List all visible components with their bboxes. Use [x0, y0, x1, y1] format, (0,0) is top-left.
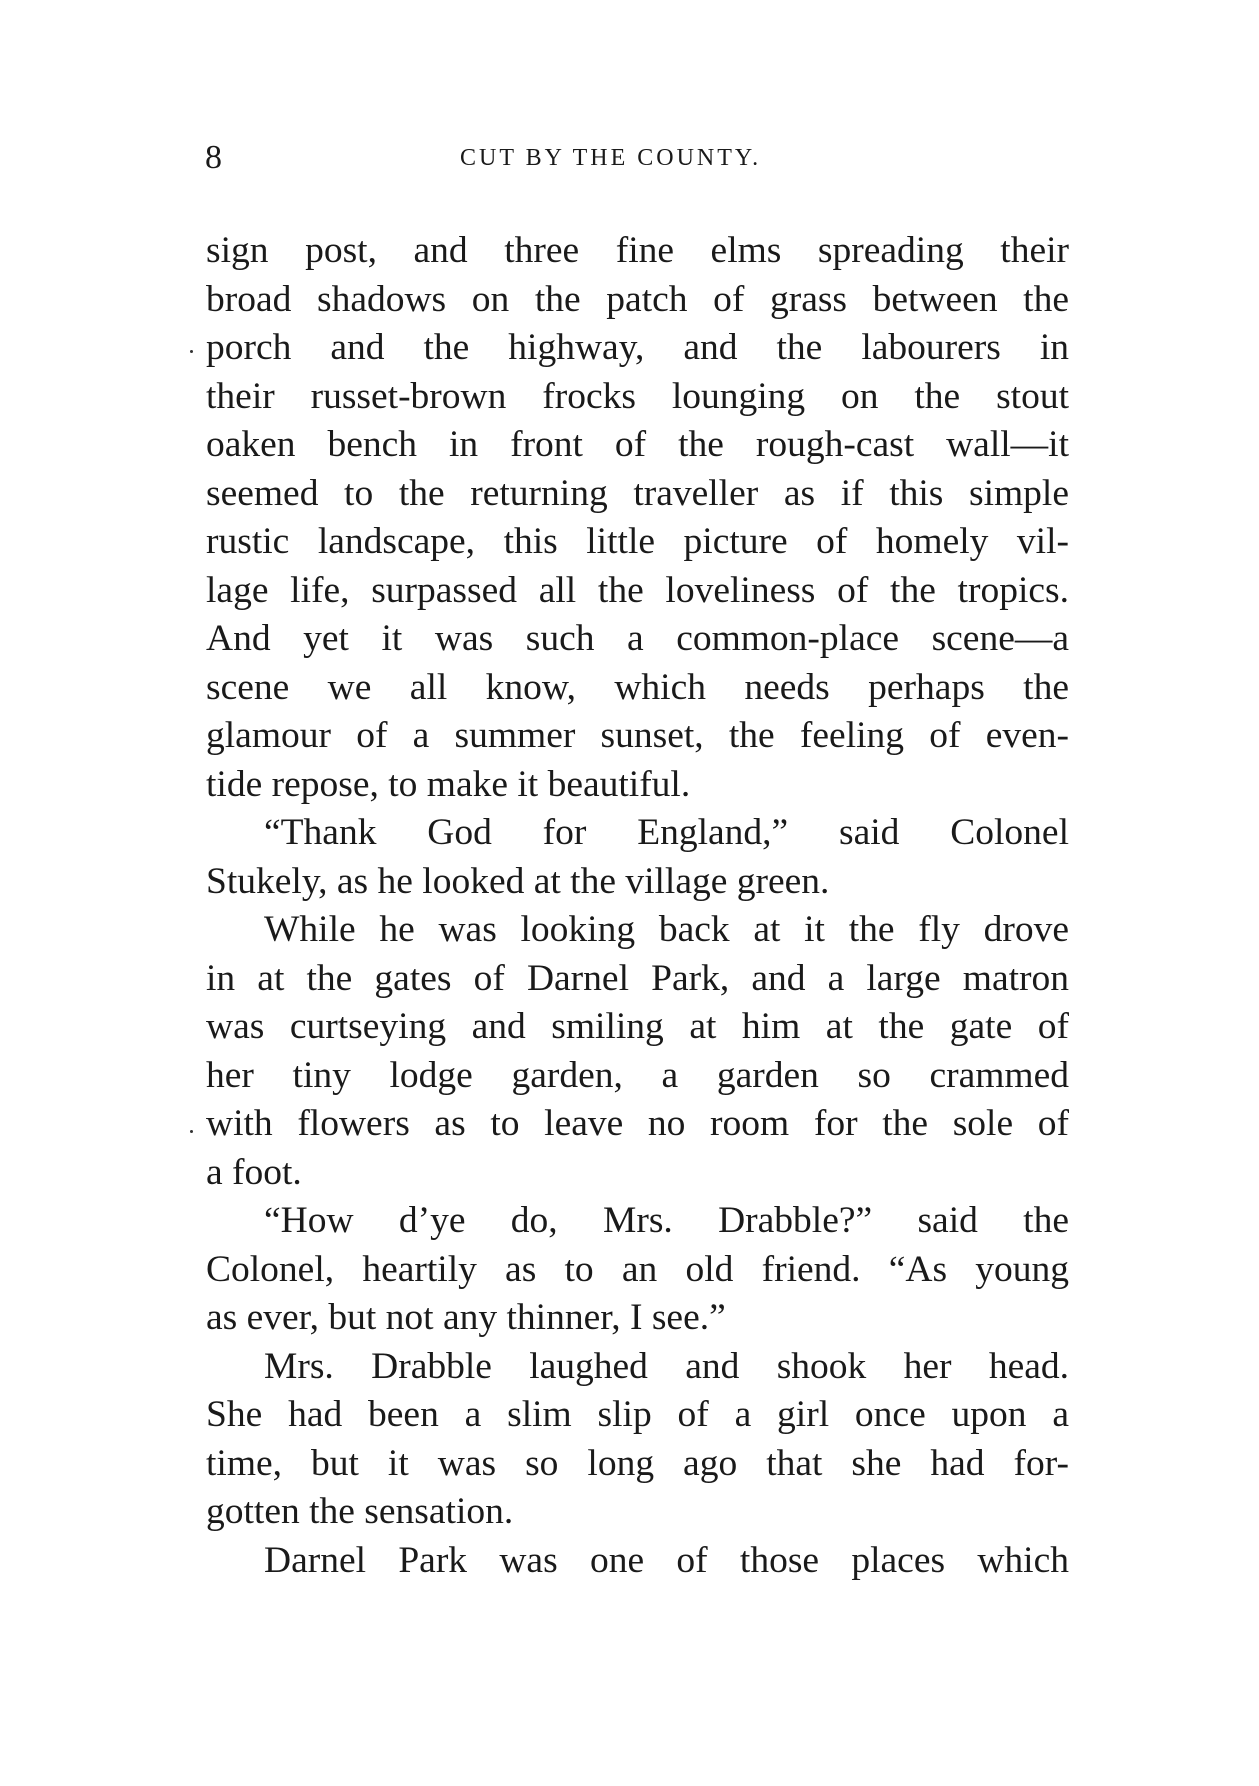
text-line: rustic landscape, this little picture of homely vil-	[206, 521, 1069, 562]
page-number: 8	[205, 139, 222, 176]
paragraph-start-line: Darnel Park was one of those places which	[264, 1539, 1069, 1581]
running-head	[205, 138, 1070, 178]
text-line: a foot.	[206, 1151, 302, 1193]
text-line: porch and the highway, and the labourers in	[206, 327, 1069, 368]
text-line: their russet-brown frocks lounging on the stout	[206, 375, 1069, 417]
paragraph-start-line: While he was looking back at it the fly drove	[264, 909, 1069, 950]
text-line: oaken bench in front of the rough-cast wall—it	[206, 424, 1069, 465]
text-line: Colonel, heartily as to an old friend. “As young	[206, 1248, 1069, 1290]
text-line: glamour of a summer sunset, the feeling of even-	[206, 715, 1069, 756]
text-line: in at the gates of Darnel Park, and a large matron	[206, 957, 1069, 999]
text-line: was curtseying and smiling at him at the gate of	[206, 1006, 1069, 1047]
text-line: lage life, surpassed all the loveliness of the tropics.	[206, 569, 1069, 611]
text-line: time, but it was so long ago that she had for-	[206, 1442, 1069, 1484]
text-line: She had been a slim slip of a girl once upon a	[206, 1394, 1069, 1435]
text-line: scene we all know, which needs perhaps the	[206, 666, 1069, 708]
text-line: broad shadows on the patch of grass between the	[206, 278, 1069, 320]
margin-mark	[190, 350, 193, 353]
paragraph-start-line: “Thank God for England,” said Colonel	[264, 812, 1069, 853]
text-line: tide repose, to make it beautiful.	[206, 763, 691, 805]
body-text	[206, 227, 1069, 1585]
text-line: as ever, but not any thinner, I see.”	[206, 1297, 726, 1338]
paragraph-start-line: Mrs. Drabble laughed and shook her head.	[264, 1345, 1069, 1387]
running-title: CUT BY THE COUNTY.	[460, 145, 762, 171]
text-line: Stukely, as he looked at the village green.	[206, 860, 830, 902]
text-line: with flowers as to leave no room for the sole of	[206, 1103, 1069, 1144]
text-line: her tiny lodge garden, a garden so crammed	[206, 1054, 1069, 1096]
text-line: And yet it was such a common-place scene—a	[206, 618, 1069, 659]
margin-mark	[190, 1130, 193, 1133]
paragraph-start-line: “How d’ye do, Mrs. Drabble?” said the	[264, 1200, 1069, 1241]
text-line: gotten the sensation.	[206, 1491, 514, 1532]
text-line: sign post, and three fine elms spreading their	[206, 230, 1069, 271]
text-line: seemed to the returning traveller as if this simple	[206, 472, 1069, 514]
